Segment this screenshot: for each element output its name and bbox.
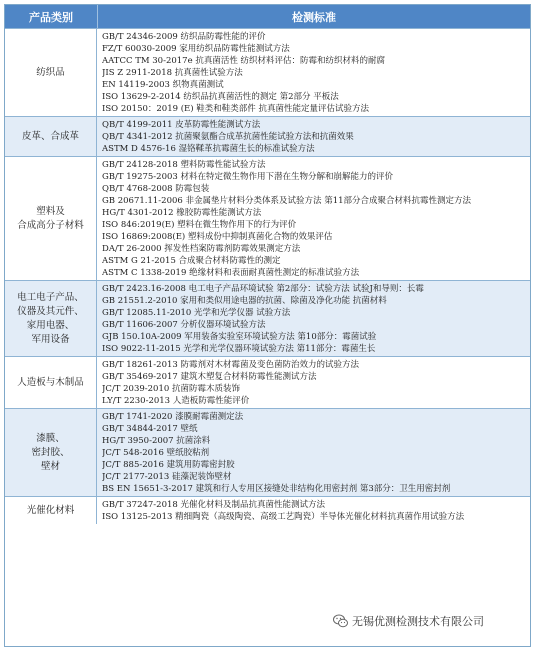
standard-item: GB 21551.2-2010 家用和类似用途电器的抗菌、除菌及净化功能 抗菌材料 — [102, 296, 387, 306]
standard-item: GB/T 11606-2007 分析仪器环境试验方法 — [102, 320, 266, 330]
standard-item: JC/T 885-2016 建筑用防霉密封胶 — [102, 460, 235, 470]
standard-item: ISO 16869:2008(E) 塑料成份中抑制真菌化合物的效果评估 — [102, 232, 333, 242]
standard-item: ISO 20150：2019 (E) 鞋类和鞋类部件 抗真菌性能定量评估试验方法 — [102, 104, 369, 114]
header-standard: 检测标准 — [292, 10, 336, 24]
category-cell: 漆膜、 密封胶、 壁材 — [5, 409, 97, 496]
standards-cell — [97, 357, 530, 408]
standard-item: AATCC TM 30-2017e 抗真菌活性 纺织材料评估：防霉和纺织材料的耐腐 — [102, 56, 386, 66]
standard-item: EN 14119-2003 织物真菌测试 — [102, 80, 224, 90]
wechat-icon — [333, 614, 348, 628]
standard-item: FZ/T 60030-2009 家用纺织品防霉性能测试方法 — [102, 44, 290, 54]
standard-item: DA/T 26-2000 挥发性档案防霉剂防霉效果测定方法 — [102, 244, 301, 254]
standard-item: QB/T 4341-2012 抗菌聚氨酯合成革抗菌性能试验方法和抗菌效果 — [102, 132, 354, 142]
standard-item: ISO 13629-2-2014 纺织品抗真菌活性的测定 第2部分 平板法 — [102, 92, 339, 102]
watermark-text: 无锡优测检测技术有限公司 — [352, 615, 484, 628]
standard-item: HG/T 4301-2012 橡胶防霉性能测试方法 — [102, 208, 262, 218]
table-row — [5, 280, 530, 356]
table-row — [5, 156, 530, 280]
standard-item: QB/T 4199-2011 皮革防霉性能测试方法 — [102, 120, 261, 130]
table-header — [5, 5, 530, 28]
standard-item: GB/T 12085.11-2010 光学和光学仪器 试验方法 — [102, 308, 291, 318]
standard-item: GB/T 18261-2013 防霉剂对木材霉菌及变色菌防治效力的试验方法 — [102, 360, 360, 370]
standard-item: ASTM D 4576-16 湿铬鞣革抗霉菌生长的标准试验方法 — [102, 144, 315, 154]
standard-item: JC/T 2177-2013 硅藻泥装饰壁材 — [102, 472, 232, 482]
standard-item: GB/T 24128-2018 塑料防霉性能试验方法 — [102, 160, 266, 170]
standard-item: GB 20671.11-2006 非金属垫片材料分类体系及试验方法 第11部分合成聚合材料抗霉性测定方法 — [102, 196, 472, 206]
header-category: 产品类别 — [5, 5, 98, 28]
standards-cell — [97, 117, 530, 156]
standard-item: JIS Z 2911-2018 抗真菌性试验方法 — [102, 68, 243, 78]
standards-cell — [97, 409, 530, 496]
standard-item: ASTM C 1338-2019 绝缘材料和表面耐真菌性测定的标准试验方法 — [102, 268, 360, 278]
standard-item: GB/T 1741-2020 漆膜耐霉菌测定法 — [102, 412, 244, 422]
watermark — [331, 613, 486, 629]
standard-item: ASTM G 21-2015 合成聚合材料防霉性的测定 — [102, 256, 281, 266]
category-cell: 纺织品 — [5, 29, 97, 116]
table-body — [5, 28, 530, 524]
standard-item: HG/T 3950-2007 抗菌涂料 — [102, 436, 211, 446]
standard-item: LY/T 2230-2013 人造板防霉性能评价 — [102, 396, 250, 406]
table-row — [5, 116, 530, 156]
table-row — [5, 356, 530, 408]
category-cell: 皮革、合成革 — [5, 117, 97, 156]
standard-item: GB/T 35469-2017 建筑木塑复合材料防霉性能测试方法 — [102, 372, 317, 382]
table-row — [5, 28, 530, 116]
table-row — [5, 408, 530, 496]
standard-item: JC/T 548-2016 壁纸胶粘剂 — [102, 448, 210, 458]
standard-item: GB/T 2423.16-2008 电工电子产品环境试验 第2部分：试验方法 试验J和导则：长霉 — [102, 284, 424, 294]
standards-cell — [97, 497, 530, 524]
standard-item: ISO 846:2019(E) 塑料在微生物作用下的行为评价 — [102, 220, 297, 230]
category-cell: 光催化材料 — [5, 497, 97, 524]
category-cell: 塑料及 合成高分子材料 — [5, 157, 97, 280]
standard-item: GB/T 24346-2009 纺织品防霉性能的评价 — [102, 32, 266, 42]
table-row — [5, 496, 530, 524]
standard-item: GB/T 34844-2017 壁纸 — [102, 424, 198, 434]
category-cell: 电工电子产品、 仪器及其元件、 家用电器、 军用设备 — [5, 281, 97, 356]
standard-item: ISO 9022-11-2015 光学和光学仪器环境试验方法 第11部分：霉菌生长 — [102, 344, 376, 354]
standard-item: GB/T 19275-2003 材料在特定微生物作用下潜在生物分解和崩解能力的评价 — [102, 172, 394, 182]
standards-cell — [97, 29, 530, 116]
standards-cell — [97, 157, 530, 280]
standard-item: BS EN 15651-3-2017 建筑和行人专用区接缝处非结构化用密封剂 第3部分：卫生用密封剂 — [102, 484, 451, 494]
standards-table — [4, 4, 531, 647]
category-cell: 人造板与木制品 — [5, 357, 97, 408]
standard-item: JC/T 2039-2010 抗菌防霉木质装饰 — [102, 384, 240, 394]
standard-item: ISO 13125-2013 精细陶瓷（高级陶瓷、高级工艺陶瓷）半导体光催化材料抗真菌作用试验方法 — [102, 512, 465, 522]
standard-item: QB/T 4768-2008 防霉包装 — [102, 184, 210, 194]
standard-item: GB/T 37247-2018 光催化材料及制品抗真菌性能测试方法 — [102, 500, 326, 510]
standards-cell — [97, 281, 530, 356]
standard-item: GJB 150.10A-2009 军用装备实验室环境试验方法 第10部分：霉菌试验 — [102, 332, 377, 342]
